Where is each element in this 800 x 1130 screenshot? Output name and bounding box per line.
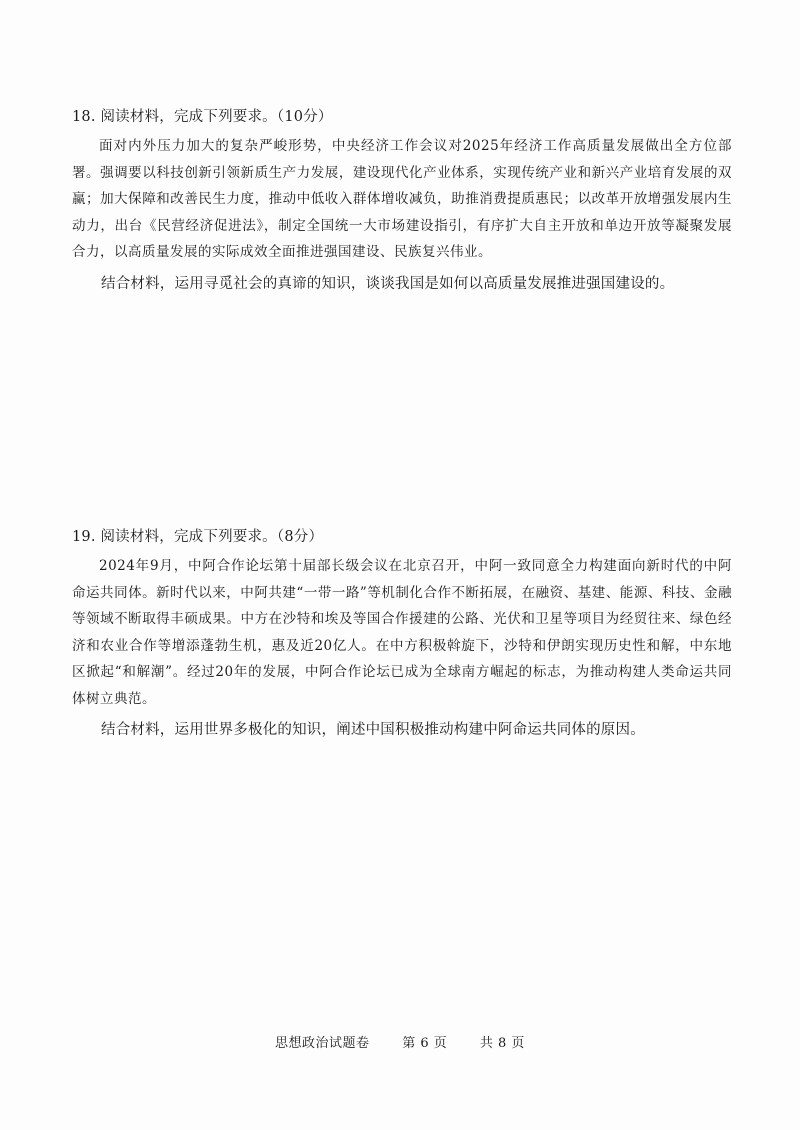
question-19-material: 2024年9月，中阿合作论坛第十届部长级会议在北京召开，中阿一致同意全力构建面向新时代的中阿命运共同体。新时代以来，中阿共建“一带一路”等机制化合作不断拓展，在融资、基建、能源、科技、金融等领域不断取得丰硕成果。中方在沙特和埃及等国合作援建的公路、光伏和卫星等项目为经贸往来、绿色经济和农业合作等增添蓬勃生机，惠及近20亿人。在中方积极斡旋下，沙特和伊朗实现历史性和解，中东地区掀起“和解潮”。经过20年的发展，中阿合作论坛已成为全球南方崛起的标志，为推动构建人类命运共同体树立典范。 [72,558,732,707]
question-19 [72,527,732,742]
question-19-task: 结合材料，运用世界多极化的知识，阐述中国积极推动构建中阿命运共同体的原因。 [101,722,645,738]
footer-page-total: 共 8 页 [479,1036,525,1051]
question-18-heading: 18. 阅读材料，完成下列要求。（10分） [72,109,333,125]
question-18 [72,107,732,296]
question-18-task: 结合材料，运用寻觅社会的真谛的知识，谈谈我国是如何以高质量发展推进强国建设的。 [101,275,675,292]
page-footer [0,1032,800,1051]
question-19-heading: 19. 阅读材料，完成下列要求。（8分） [72,529,324,545]
footer-page-number: 第 6 页 [402,1036,448,1051]
footer-subject: 思想政治试题卷 [275,1036,370,1051]
question-18-material: 面对内外压力加大的复杂严峻形势，中央经济工作会议对2025年经济工作高质量发展做出全方位部署。强调要以科技创新引领新质生产力发展，建设现代化产业体系，实现传统产业和新兴产业培育发展的双赢；加大保障和改善民生力度，推动中低收入群体增收减负，助推消费提质惠民；以改革开放增强发展内生动力，出台《民营经济促进法》，制定全国统一大市场建设指引，有序扩大自主开放和单边开放等凝聚发展合力，以高质量发展的实际成效全面推进强国建设、民族复兴伟业。 [72,138,732,260]
